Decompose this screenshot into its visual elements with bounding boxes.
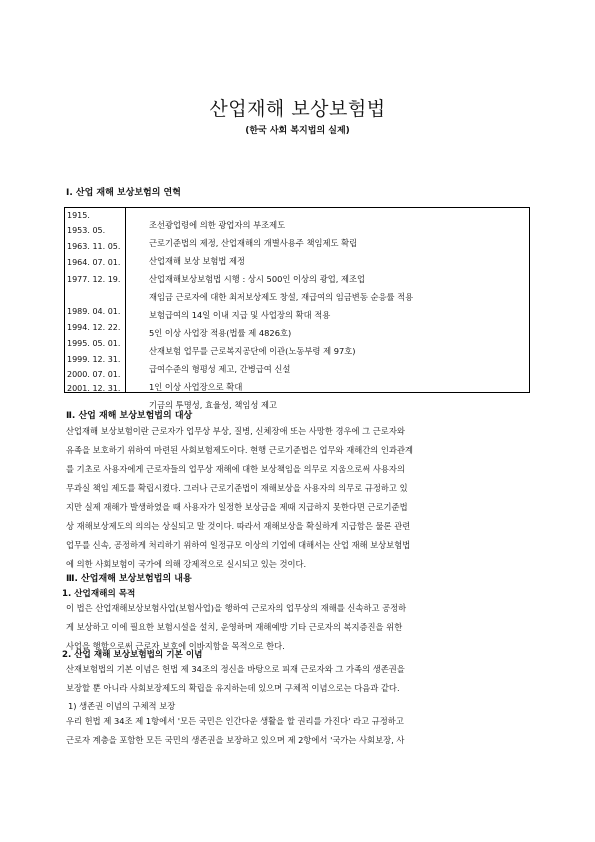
history-event: 재임금 근로자에 대한 최저보상제도 창설, 재급여의 임금변동 순응률 적용 <box>149 292 414 302</box>
history-date: 1989. 04. 01. <box>67 307 121 316</box>
history-event: 1인 이상 사업장으로 확대 <box>149 382 243 392</box>
history-date: 1977. 12. 19. <box>67 275 121 284</box>
subsection-2-line: 보장할 뿐 아니라 사회보장제도의 확립을 유지하는데 있으며 구체적 이념으로는 다음과 같다. <box>66 683 400 693</box>
section-2-line: 를 기초로 사용자에게 근로자들의 업무상 재해에 대한 보상책임을 의무로 지움으로써 사용자의 <box>66 464 405 474</box>
subsection-2-line: 산재보험법의 기본 이념은 헌법 제 34조의 정신을 바탕으로 피재 근로자와 그 가족의 생존권을 <box>66 664 405 674</box>
section-2-line: 업무를 신속, 공정하게 처리하기 위하여 일정규모 이상의 기업에 대해서는 산업 재해 보상보험법 <box>66 540 411 550</box>
item-1-line: 근로자 계층을 포함한 모든 국민의 생존권을 보장하고 있으며 제 2항에서 '국가는 사회보장, 사 <box>66 735 405 745</box>
history-event: 조선광업령에 의한 광업자의 부조제도 <box>149 220 286 230</box>
history-event: 기금의 투명성, 효율성, 책임성 제고 <box>149 400 278 410</box>
history-event: 산업재해 보상 보험법 제정 <box>149 256 246 266</box>
history-event: 산재보험 업무를 근로복지공단에 이관(노동부령 제 97호) <box>149 346 356 356</box>
history-event: 급여수준의 형평성 제고, 간병급여 신설 <box>149 364 291 374</box>
section-2-body <box>62 422 532 574</box>
history-date: 1915. <box>67 211 90 220</box>
section-2-line: 지만 실제 재해가 발생하였을 때 사용자가 일정한 보상금을 제때 지급하지 못한다면 근로기준법 <box>66 502 408 512</box>
history-event: 5인 이상 사업장 적용(법률 제 4826호) <box>149 328 292 338</box>
history-dates-column <box>65 208 126 392</box>
history-date: 2000. 07. 01. <box>67 370 121 379</box>
document-title: 산업재해 보상보험법 <box>209 98 386 120</box>
section-2-line: 산업재해 보상보험이란 근로자가 업무상 부상, 질병, 신체장애 또는 사망한 경우에 그 근로자와 <box>66 426 405 436</box>
history-date: 1964. 07. 01. <box>67 258 121 267</box>
document-subtitle: (한국 사회 복지법의 실제) <box>245 126 350 136</box>
history-date: 1994. 12. 22. <box>67 323 121 332</box>
subsection-2-body <box>62 660 532 698</box>
section-3-heading: Ⅲ. 산업재해 보상보험법의 내용 <box>66 574 192 584</box>
history-date: 1963. 11. 05. <box>67 242 121 251</box>
history-date: 2001. 12. 31. <box>67 384 121 393</box>
history-event: 보험급여의 14일 이내 지급 및 사업장의 확대 적용 <box>149 310 331 320</box>
history-event: 근로기준법의 제정, 산업재해의 개별사용주 책임제도 확립 <box>149 238 358 248</box>
section-2-line: 상 재해보상제도의 의의는 상실되고 말 것이다. 따라서 재해보상을 확실하게 지급함은 물론 관련 <box>66 521 411 531</box>
section-1-heading: Ⅰ. 산업 재해 보상보험의 연혁 <box>66 188 181 198</box>
history-table <box>64 207 530 410</box>
item-1-line: 우리 헌법 제 34조 제 1항에서 '모든 국민은 인간다운 생활을 할 권리를 가진다' 라고 규정하고 <box>66 716 404 726</box>
history-date: 1953. 05. <box>67 226 106 235</box>
history-date: 1995. 05. 01. <box>67 339 121 348</box>
section-2-line: 에 의한 사회보험이 국가에 의해 강제적으로 실시되고 있는 것이다. <box>66 559 307 569</box>
section-2-line: 유족을 보호하기 위하여 마련된 사회보험제도이다. 현행 근로기준법은 업무와 재해간의 인과관계 <box>66 445 413 455</box>
subsection-2-item-1-body <box>62 712 532 750</box>
subsection-2-title: 2. 산업 재해 보상보험법의 기본 이념 <box>62 650 203 660</box>
subsection-2-item-1-title: 1) 생존권 이념의 구체적 보장 <box>68 701 176 711</box>
subsection-1-line: 사업을 행함으로써 근로자 보호에 이바지함을 목적으로 한다. <box>66 641 285 651</box>
subsection-1-line: 게 보상하고 이에 필요한 보험시설을 설치, 운영하며 재해예방 기타 근로자의 복지증진을 위한 <box>66 622 403 632</box>
subsection-1-line: 이 법은 산업재해보상보험사업(보험사업)을 행하여 근로자의 업무상의 재해를 신속하고 공정하 <box>66 603 407 613</box>
section-2-line: 무과실 책임 제도를 확립시켰다. 그러나 근로기준법이 재해보상을 사용자의 의무로 규정하고 있 <box>66 483 408 493</box>
history-date: 1999. 12. 31. <box>67 355 121 364</box>
section-2-heading: Ⅱ. 산업 재해 보상보험법의 대상 <box>66 411 193 421</box>
subsection-1-title: 1. 산업재해의 목적 <box>62 589 136 599</box>
history-event: 산업재해보상보험법 시행 : 상시 500인 이상의 광업, 제조업 <box>149 274 366 284</box>
